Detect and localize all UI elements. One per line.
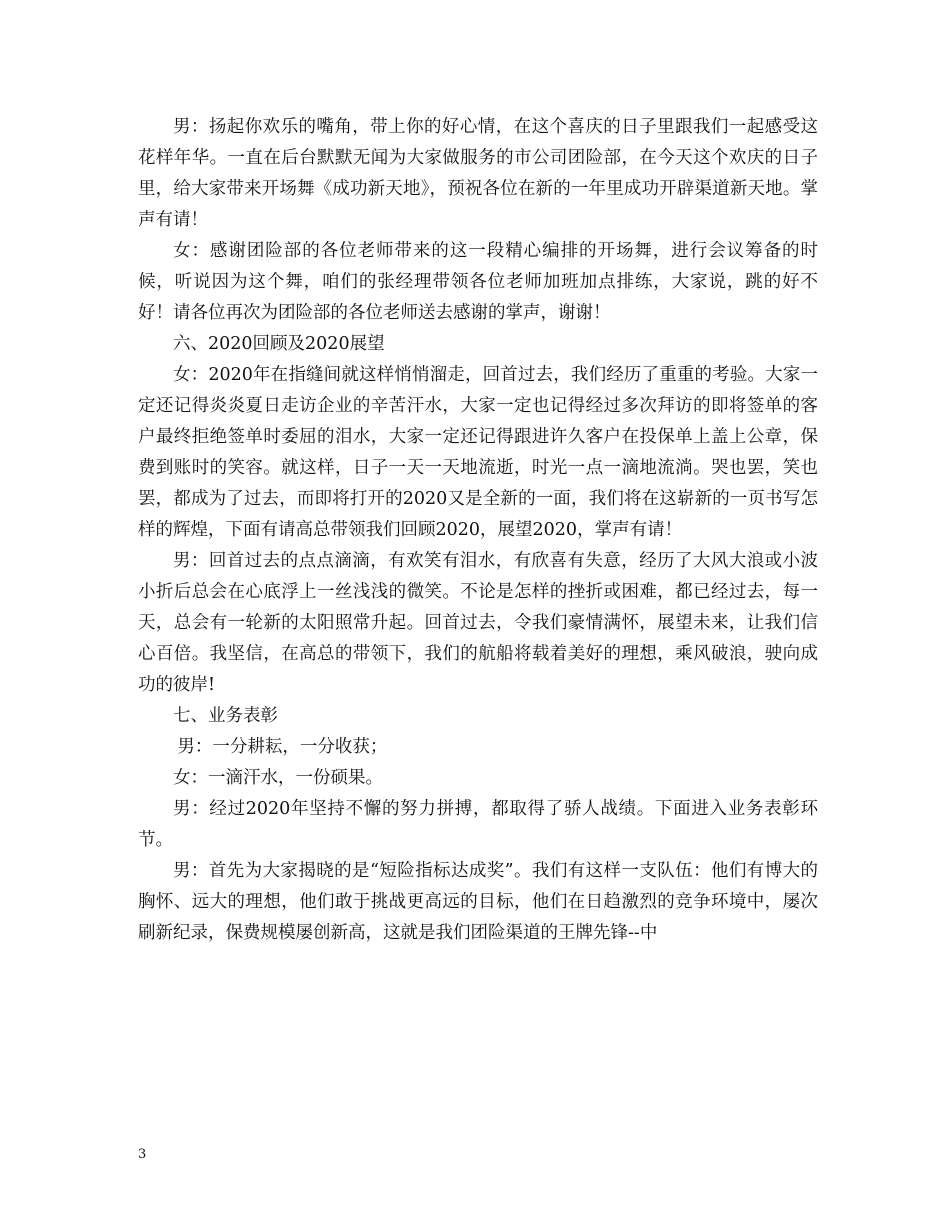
paragraph-awards-intro: 男：经过2020年坚持不懈的努力拼搏，都取得了骄人战绩。下面进入业务表彰环节。 [138,799,818,850]
page-number: 3 [138,1147,147,1162]
section-heading-review: 六、2020回顾及2020展望 [173,334,385,354]
paragraph-female-line: 女：一滴汗水，一份硕果。 [173,768,383,788]
section-heading-awards: 七、业务表彰 [173,706,278,726]
paragraph-dance-thanks: 女：感谢团险部的各位老师带来的这一段精心编排的开场舞，进行会议筹备的时候，听说因为这个舞，咱们的张经理带领各位老师加班加点排练，大家说，跳的好不好！请各位再次为团险部的各位老师送去感谢的掌声，谢谢！ [138,241,818,323]
paragraph-review-female: 女：2020年在指缝间就这样悄悄溜走，回首过去，我们经历了重重的考验。大家一定还记得炎炎夏日走访企业的辛苦汗水，大家一定也记得经过多次拜访的即将签单的客户最终拒绝签单时委屈的泪水，大家一定还记得跟进许久客户在投保单上盖上公章，保费到账时的笑容。就这样，日子一天一天地流逝，时光一点一滴地流淌。哭也罢，笑也罢，都成为了过去，而即将打开的2020又是全新的一面，我们将在这崭新的一页书写怎样的辉煌，下面有请高总带领我们回顾2020，展望2020，掌声有请！ [138,365,818,540]
document-body [138,112,818,949]
paragraph-review-male: 男：回首过去的点点滴滴，有欢笑有泪水，有欣喜有失意，经历了大风大浪或小波小折后总会在心底浮上一丝浅浅的微笑。不论是怎样的挫折或困难，都已经过去，每一天，总会有一轮新的太阳照常升起。回首过去，令我们豪情满怀，展望未来，让我们信心百倍。我坚信，在高总的带领下，我们的航船将载着美好的理想，乘风破浪，驶向成功的彼岸! [138,551,818,695]
paragraph-male-line: 男：一分耕耘，一分收获； [177,737,388,757]
paragraph-short-insurance-award: 男：首先为大家揭晓的是“短险指标达成奖”。我们有这样一支队伍：他们有博大的胸怀、远大的理想，他们敢于挑战更高远的目标，他们在日趋激烈的竞争环境中，屡次刷新纪录，保费规模屡创新高，这就是我们团险渠道的王牌先锋--中 [138,861,818,943]
paragraph-opening-dance-intro: 男：扬起你欢乐的嘴角，带上你的好心情，在这个喜庆的日子里跟我们一起感受这花样年华。一直在后台默默无闻为大家做服务的市公司团险部，在今天这个欢庆的日子里，给大家带来开场舞《成功新天地》，预祝各位在新的一年里成功开辟渠道新天地。掌声有请！ [138,117,818,230]
